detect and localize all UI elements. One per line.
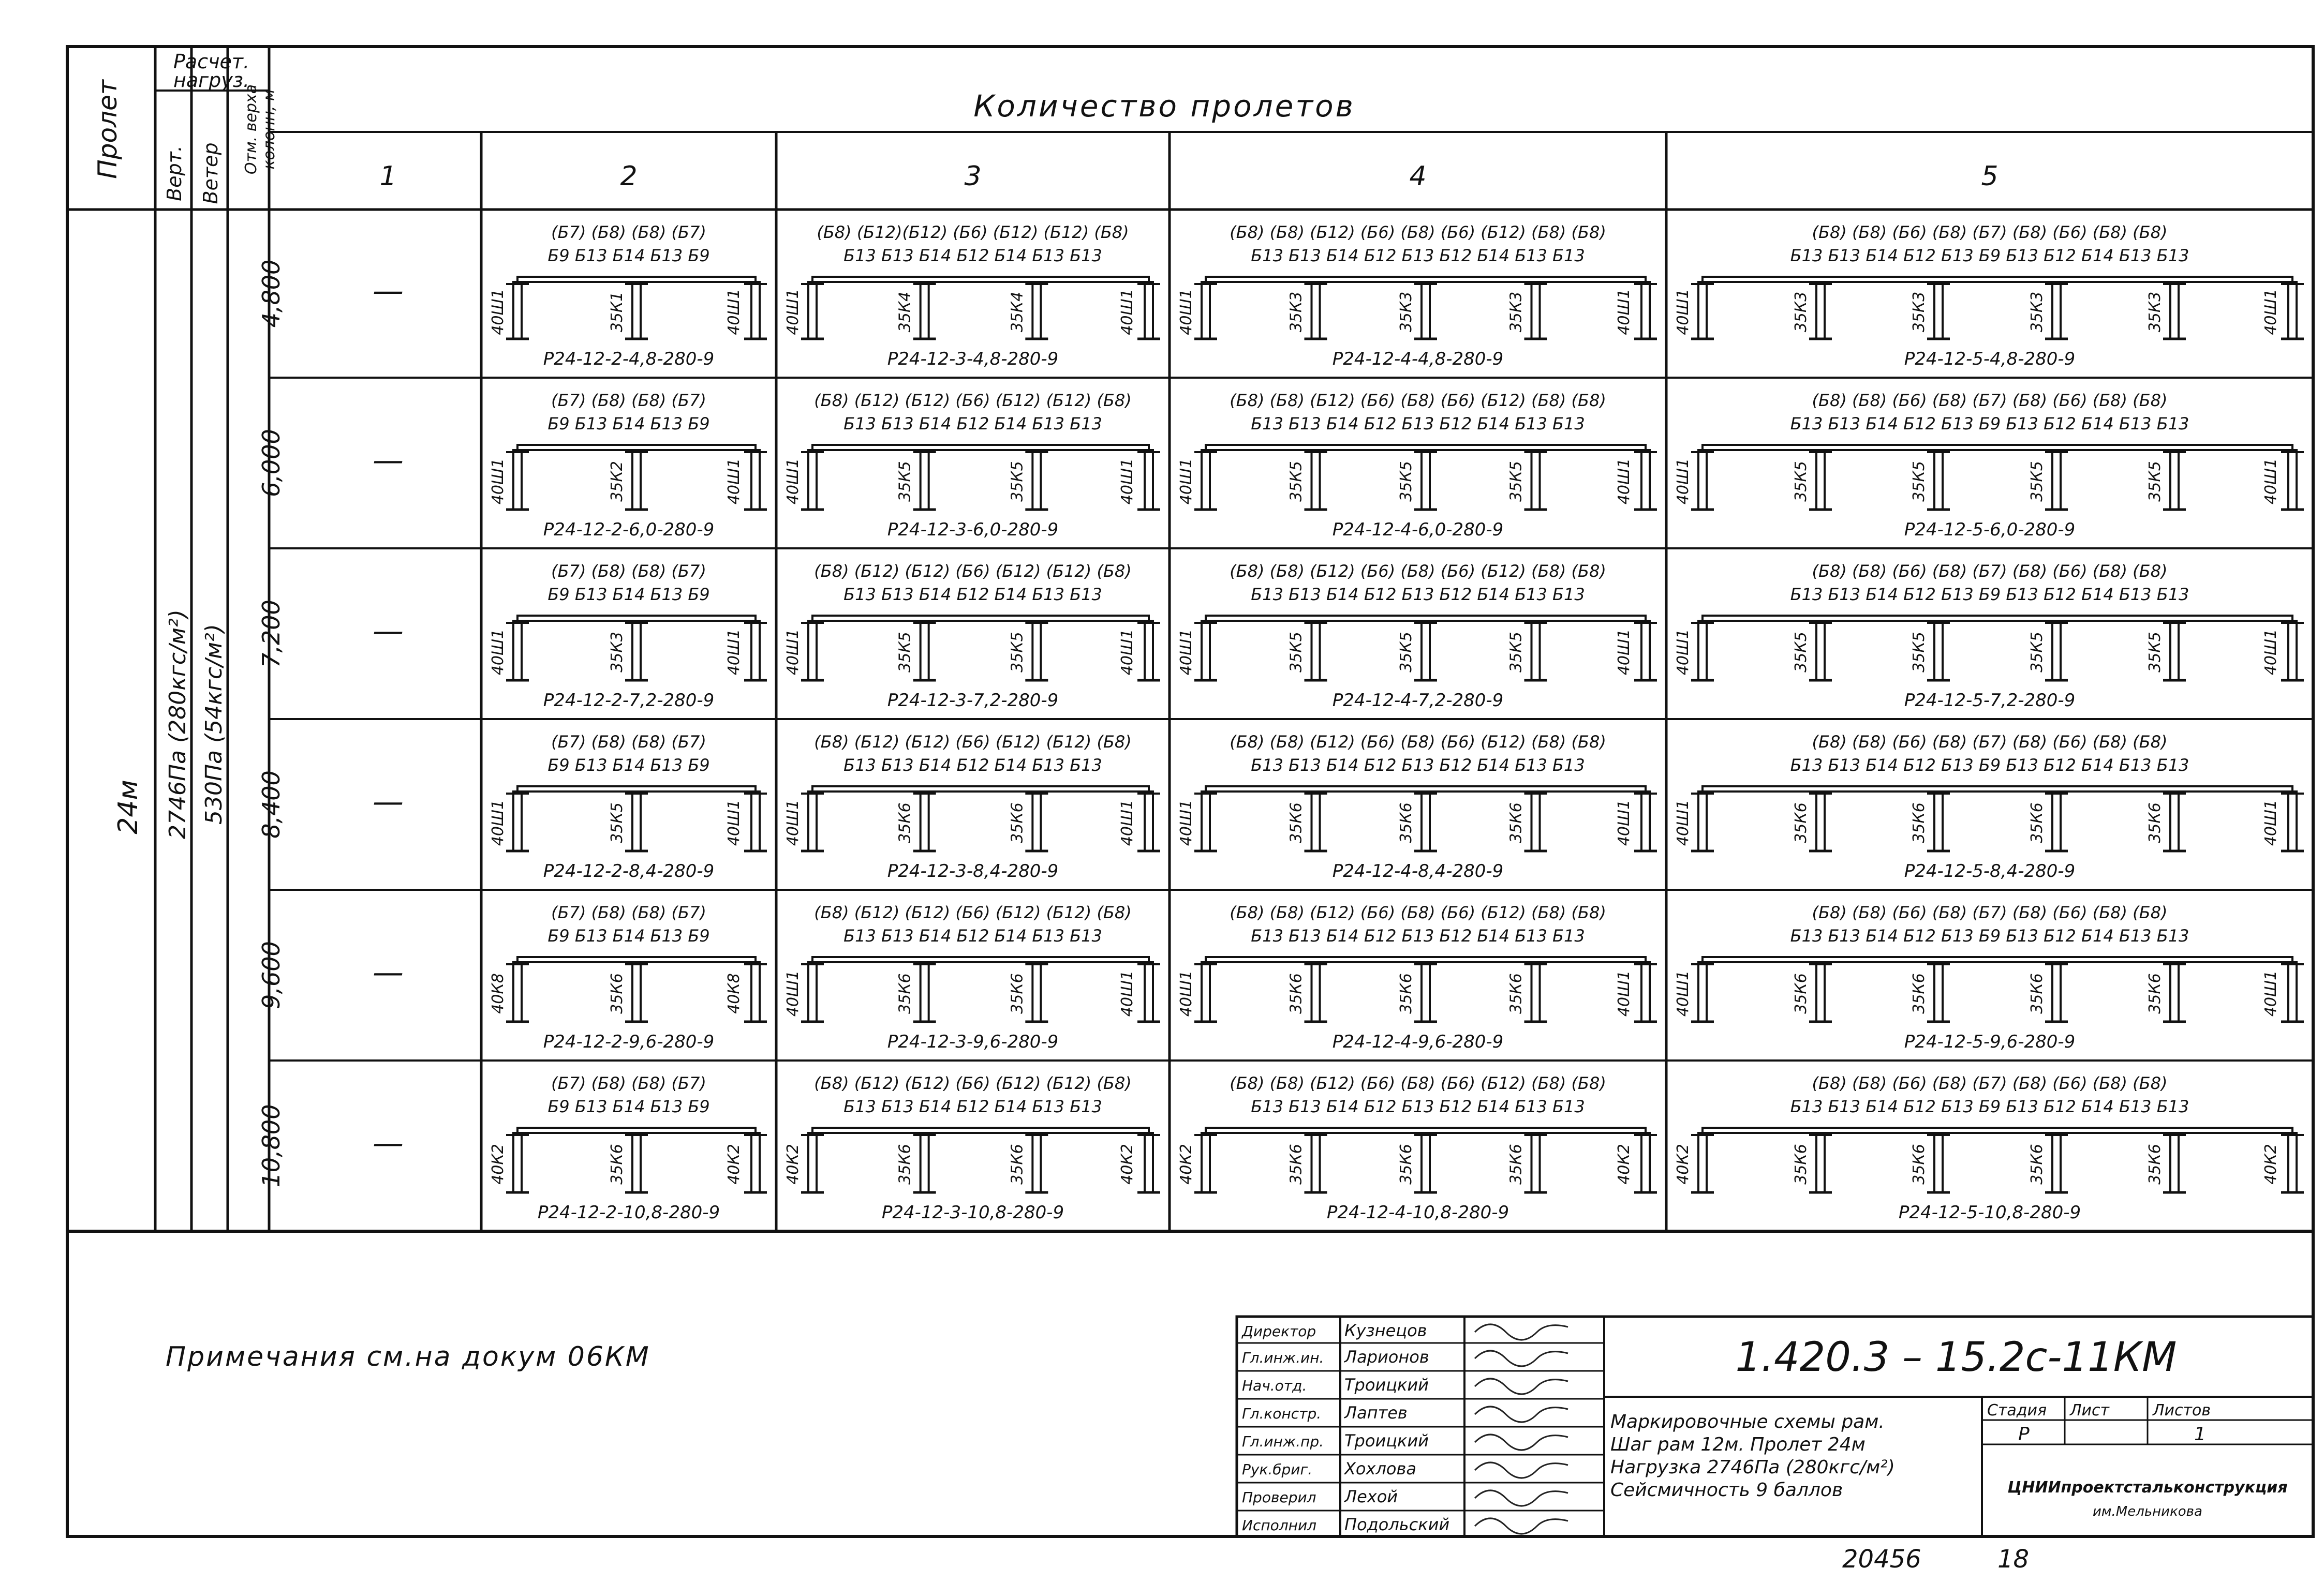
row-mark: 4,800 <box>257 259 285 328</box>
column-mark: 40Ш1 <box>1615 629 1633 676</box>
frame-scheme <box>1674 391 2304 540</box>
column-mark: 40Ш1 <box>784 458 802 505</box>
header-load-vert: Верт. <box>163 145 186 201</box>
column-mark: 35К5 <box>1397 632 1415 673</box>
frame-scheme <box>1177 732 1657 882</box>
frame-scheme <box>489 732 767 882</box>
column-mark: 35К6 <box>2146 1144 2164 1185</box>
frame-code: Р24-12-4-10,8-280-9 <box>1326 1202 1509 1223</box>
column-mark: 40Ш1 <box>784 799 802 846</box>
beam-tops: (Б8) (Б8) (Б12) (Б6) (Б8) (Б6) (Б12) (Б8) (Б8) <box>1230 1073 1606 1093</box>
column-mark: 35К6 <box>2028 973 2046 1014</box>
column-mark: 35К5 <box>1287 632 1306 673</box>
beam-marks: Б13 Б13 Б14 Б12 Б13 Б9 Б13 Б12 Б14 Б13 Б13 <box>1790 585 2189 604</box>
column-mark: 40К2 <box>1118 1144 1136 1185</box>
header-load-wind: Ветер <box>199 142 222 204</box>
column-mark: 35К6 <box>1287 802 1306 843</box>
column-mark: 40Ш1 <box>2262 458 2280 505</box>
beam-tops: (Б8) (Б8) (Б6) (Б8) (Б7) (Б8) (Б6) (Б8) (Б8) <box>1812 903 2168 922</box>
column-mark: 35К5 <box>2146 632 2164 673</box>
header-span: Пролет <box>93 80 123 179</box>
column-mark: 35К6 <box>2146 973 2164 1014</box>
signature-icon <box>1475 1324 1568 1340</box>
column-mark: 40Ш1 <box>725 458 743 505</box>
header-load-group-2: нагруз. <box>173 69 249 92</box>
beam-marks: Б13 Б13 Б14 Б12 Б14 Б13 Б13 <box>843 414 1102 434</box>
column-mark: 40Ш1 <box>1674 970 1692 1017</box>
column-mark: 35К5 <box>896 632 914 673</box>
beam-tops: (Б8) (Б12) (Б12) (Б6) (Б12) (Б12) (Б8) <box>814 561 1132 581</box>
column-mark: 35К3 <box>1910 291 1928 333</box>
column-mark: 35К5 <box>1008 461 1027 502</box>
beam-marks: Б13 Б13 Б14 Б12 Б14 Б13 Б13 <box>843 926 1102 946</box>
column-mark: 35К6 <box>608 1144 626 1185</box>
header-load-group-1: Расчет. <box>173 50 250 73</box>
frame-scheme <box>1177 561 1657 711</box>
column-mark: 35К3 <box>2146 291 2164 333</box>
frame-code: Р24-12-5-10,8-280-9 <box>1898 1202 2081 1223</box>
column-mark: 35К6 <box>1397 802 1415 843</box>
column-mark: 35К5 <box>1507 632 1526 673</box>
signature-icon <box>1475 1518 1568 1534</box>
frame-code: Р24-12-3-9,6-280-9 <box>887 1032 1059 1052</box>
archive-number: 20456 <box>1842 1545 1921 1574</box>
beam-tops: (Б8) (Б8) (Б6) (Б8) (Б7) (Б8) (Б6) (Б8) (Б8) <box>1812 561 2168 581</box>
beam-tops: (Б7) (Б8) (Б8) (Б7) <box>551 903 706 922</box>
signature-icon <box>1475 1379 1568 1394</box>
beam-marks: Б9 Б13 Б14 Б13 Б9 <box>547 1097 710 1116</box>
column-mark: 40Ш1 <box>1177 629 1195 676</box>
beam-marks: Б9 Б13 Б14 Б13 Б9 <box>547 246 710 265</box>
doc-code: 1.420.3 – 15.2с-11КМ <box>1735 1334 2177 1381</box>
column-mark: 35К6 <box>1910 1144 1928 1185</box>
frame-scheme <box>1674 732 2304 882</box>
column-mark: 35К5 <box>1507 461 1526 502</box>
frame-scheme <box>784 222 1160 369</box>
column-mark: 35К6 <box>1397 1144 1415 1185</box>
beam-marks: Б13 Б13 Б14 Б12 Б13 Б9 Б13 Б12 Б14 Б13 Б13 <box>1790 1097 2189 1116</box>
row-mark: 9,600 <box>257 941 285 1009</box>
column-mark: 40Ш1 <box>1118 970 1136 1017</box>
beam-marks: Б13 Б13 Б14 Б12 Б14 Б13 Б13 <box>843 1097 1102 1116</box>
column-mark: 35К3 <box>608 632 626 673</box>
row-span-value: 24м <box>113 780 144 834</box>
stamp-name: Троицкий <box>1344 1431 1429 1451</box>
title-line: Сейсмичность 9 баллов <box>1610 1480 1843 1501</box>
title-line: Маркировочные схемы рам. <box>1610 1411 1885 1432</box>
beam-marks: Б13 Б13 Б14 Б12 Б13 Б9 Б13 Б12 Б14 Б13 Б13 <box>1790 246 2189 265</box>
frame-scheme <box>1674 1073 2304 1223</box>
column-mark: 35К3 <box>1792 291 1810 333</box>
frame-code: Р24-12-2-8,4-280-9 <box>543 861 715 882</box>
column-mark: 35К6 <box>2146 802 2164 843</box>
beam-marks: Б13 Б13 Б14 Б12 Б13 Б9 Б13 Б12 Б14 Б13 Б13 <box>1790 926 2189 946</box>
beam-tops: (Б8) (Б8) (Б12) (Б6) (Б8) (Б6) (Б12) (Б8) (Б8) <box>1230 222 1606 242</box>
row-mark: 6,000 <box>257 429 285 497</box>
beam-tops: (Б8) (Б8) (Б12) (Б6) (Б8) (Б6) (Б12) (Б8) (Б8) <box>1230 903 1606 922</box>
beam-tops: (Б7) (Б8) (Б8) (Б7) <box>551 732 706 752</box>
row-vert-load: 2746Па (280кгс/м²) <box>165 609 191 839</box>
column-mark: 40Ш1 <box>489 289 507 335</box>
signature-icon <box>1475 1462 1568 1478</box>
frame-code: Р24-12-2-7,2-280-9 <box>543 690 715 711</box>
row-wind-load: 530Па (54кгс/м²) <box>201 624 227 825</box>
stamp-name: Лаптев <box>1344 1403 1408 1423</box>
frame-code: Р24-12-3-7,2-280-9 <box>887 690 1059 711</box>
one-span-dash: — <box>373 442 404 479</box>
beam-marks: Б13 Б13 Б14 Б12 Б13 Б12 Б14 Б13 Б13 <box>1251 755 1585 775</box>
spans-title: Количество пролетов <box>973 88 1355 124</box>
beam-tops: (Б7) (Б8) (Б8) (Б7) <box>551 1073 706 1093</box>
stamp-name: Лехой <box>1344 1487 1398 1506</box>
stamp-role: Рук.бриг. <box>1242 1461 1313 1478</box>
column-mark: 40Ш1 <box>1615 458 1633 505</box>
frame-code: Р24-12-2-10,8-280-9 <box>537 1202 720 1223</box>
frame-scheme <box>784 732 1160 882</box>
frame-code: Р24-12-3-10,8-280-9 <box>881 1202 1064 1223</box>
beam-marks: Б13 Б13 Б14 Б12 Б13 Б12 Б14 Б13 Б13 <box>1251 926 1585 946</box>
frame-scheme <box>1177 1073 1657 1223</box>
stamp-role: Исполнил <box>1242 1517 1317 1534</box>
column-mark: 40Ш1 <box>1674 799 1692 846</box>
frame-code: Р24-12-2-6,0-280-9 <box>543 519 715 540</box>
column-mark: 40К2 <box>725 1144 743 1185</box>
frame-code: Р24-12-2-9,6-280-9 <box>543 1032 715 1052</box>
column-mark: 40Ш1 <box>725 289 743 335</box>
stage-label: Стадия <box>1987 1401 2047 1420</box>
column-mark: 35К3 <box>2028 291 2046 333</box>
sheet-label: Лист <box>2070 1401 2110 1420</box>
column-mark: 40Ш1 <box>2262 629 2280 676</box>
column-mark: 35К6 <box>1792 973 1810 1014</box>
title-line: Шаг рам 12м. Пролет 24м <box>1610 1434 1866 1455</box>
beam-marks: Б13 Б13 Б14 Б12 Б13 Б9 Б13 Б12 Б14 Б13 Б13 <box>1790 755 2189 775</box>
column-mark: 35К5 <box>1792 632 1810 673</box>
signature-icon <box>1475 1407 1568 1422</box>
frame-scheme <box>1674 561 2304 711</box>
frame-scheme <box>489 561 767 711</box>
column-mark: 40Ш1 <box>1118 799 1136 846</box>
beam-marks: Б9 Б13 Б14 Б13 Б9 <box>547 414 710 434</box>
column-mark: 40Ш1 <box>1674 458 1692 505</box>
column-mark: 40К2 <box>784 1144 802 1185</box>
beam-tops: (Б7) (Б8) (Б8) (Б7) <box>551 222 706 242</box>
beam-tops: (Б7) (Б8) (Б8) (Б7) <box>551 391 706 410</box>
column-mark: 40Ш1 <box>489 629 507 676</box>
org-sub: им.Мельникова <box>2093 1504 2202 1519</box>
column-mark: 40Ш1 <box>2262 799 2280 846</box>
frame-code: Р24-12-5-6,0-280-9 <box>1904 519 2076 540</box>
column-mark: 35К6 <box>1287 1144 1306 1185</box>
column-mark: 40Ш1 <box>1615 970 1633 1017</box>
span-count-5: 5 <box>1981 161 1999 192</box>
row-mark: 10,800 <box>257 1104 285 1188</box>
frame-code: Р24-12-3-6,0-280-9 <box>887 519 1059 540</box>
one-span-dash: — <box>373 954 404 991</box>
frame-scheme <box>489 391 767 540</box>
column-mark: 35К6 <box>896 973 914 1014</box>
column-mark: 40Ш1 <box>1177 970 1195 1017</box>
frame-code: Р24-12-2-4,8-280-9 <box>543 349 715 369</box>
column-mark: 35К6 <box>1287 973 1306 1014</box>
frame-code: Р24-12-4-9,6-280-9 <box>1332 1032 1504 1052</box>
stamp-role: Директор <box>1242 1323 1316 1340</box>
column-mark: 35К5 <box>1287 461 1306 502</box>
sheets-value: 1 <box>2194 1424 2206 1445</box>
stamp-name: Подольский <box>1344 1515 1450 1534</box>
signature-icon <box>1475 1351 1568 1366</box>
column-mark: 35К1 <box>608 291 626 333</box>
span-count-3: 3 <box>964 161 982 192</box>
column-mark: 35К6 <box>1397 973 1415 1014</box>
column-mark: 35К5 <box>1008 632 1027 673</box>
beam-tops: (Б8) (Б12) (Б12) (Б6) (Б12) (Б12) (Б8) <box>814 903 1132 922</box>
column-mark: 40Ш1 <box>2262 970 2280 1017</box>
column-mark: 40Ш1 <box>1674 629 1692 676</box>
column-mark: 40К8 <box>489 973 507 1014</box>
one-span-dash: — <box>373 784 404 820</box>
frame-code: Р24-12-5-9,6-280-9 <box>1904 1032 2076 1052</box>
beam-tops: (Б8) (Б8) (Б6) (Б8) (Б7) (Б8) (Б6) (Б8) (Б8) <box>1812 732 2168 752</box>
beam-tops: (Б8) (Б8) (Б12) (Б6) (Б8) (Б6) (Б12) (Б8) (Б8) <box>1230 391 1606 410</box>
column-mark: 35К6 <box>1008 802 1027 843</box>
column-mark: 35К5 <box>2028 461 2046 502</box>
span-count-4: 4 <box>1409 161 1427 192</box>
column-mark: 35К3 <box>1397 291 1415 333</box>
column-mark: 35К6 <box>1792 1144 1810 1185</box>
beam-marks: Б13 Б13 Б14 Б12 Б14 Б13 Б13 <box>843 246 1102 265</box>
frame-code: Р24-12-4-8,4-280-9 <box>1332 861 1504 882</box>
archive-page: 18 <box>1997 1545 2030 1574</box>
beam-marks: Б13 Б13 Б14 Б12 Б13 Б9 Б13 Б12 Б14 Б13 Б13 <box>1790 414 2189 434</box>
header-mark-1: Отм. верха <box>242 84 260 175</box>
beam-marks: Б13 Б13 Б14 Б12 Б14 Б13 Б13 <box>843 585 1102 604</box>
frame-code: Р24-12-5-8,4-280-9 <box>1904 861 2076 882</box>
stamp-role: Гл.инж.ин. <box>1242 1349 1324 1366</box>
column-mark: 40Ш1 <box>784 629 802 676</box>
column-mark: 35К5 <box>1397 461 1415 502</box>
one-span-dash: — <box>373 1125 404 1161</box>
column-mark: 35К5 <box>1910 632 1928 673</box>
span-count-2: 2 <box>620 161 638 192</box>
beam-marks: Б13 Б13 Б14 Б12 Б13 Б12 Б14 Б13 Б13 <box>1251 246 1585 265</box>
column-mark: 35К3 <box>1287 291 1306 333</box>
column-mark: 35К6 <box>1008 1144 1027 1185</box>
frame-code: Р24-12-4-4,8-280-9 <box>1332 349 1504 369</box>
column-mark: 35К6 <box>1507 802 1526 843</box>
column-mark: 40Ш1 <box>1615 289 1633 335</box>
column-mark: 35К6 <box>1910 973 1928 1014</box>
stamp-name: Кузнецов <box>1344 1321 1427 1340</box>
beam-marks: Б9 Б13 Б14 Б13 Б9 <box>547 755 710 775</box>
frame-scheme <box>784 903 1160 1052</box>
column-mark: 35К6 <box>1507 1144 1526 1185</box>
column-mark: 35К6 <box>1507 973 1526 1014</box>
column-mark: 35К2 <box>608 461 626 502</box>
stamp-name: Троицкий <box>1344 1375 1429 1395</box>
column-mark: 40К2 <box>1615 1144 1633 1185</box>
stamp-role: Гл.инж.пр. <box>1242 1433 1324 1450</box>
column-mark: 35К6 <box>896 1144 914 1185</box>
column-mark: 35К5 <box>2028 632 2046 673</box>
beam-marks: Б9 Б13 Б14 Б13 Б9 <box>547 926 710 946</box>
beam-tops: (Б8) (Б12) (Б12) (Б6) (Б12) (Б12) (Б8) <box>814 391 1132 410</box>
frame-code: Р24-12-3-8,4-280-9 <box>887 861 1059 882</box>
header-mark-2: колонн, м <box>260 89 278 170</box>
column-mark: 35К5 <box>2146 461 2164 502</box>
column-mark: 40Ш1 <box>725 629 743 676</box>
row-mark: 7,200 <box>257 600 285 668</box>
frame-scheme <box>784 391 1160 540</box>
frame-code: Р24-12-4-7,2-280-9 <box>1332 690 1504 711</box>
stamp-role: Проверил <box>1242 1489 1316 1506</box>
beam-tops: (Б8) (Б12) (Б12) (Б6) (Б12) (Б12) (Б8) <box>814 732 1132 752</box>
beam-tops: (Б7) (Б8) (Б8) (Б7) <box>551 561 706 581</box>
beam-tops: (Б8) (Б12) (Б12) (Б6) (Б12) (Б12) (Б8) <box>814 1073 1132 1093</box>
frame-scheme <box>1177 391 1657 540</box>
column-mark: 40Ш1 <box>784 970 802 1017</box>
column-mark: 40Ш1 <box>1615 799 1633 846</box>
beam-marks: Б13 Б13 Б14 Б12 Б13 Б12 Б14 Б13 Б13 <box>1251 585 1585 604</box>
column-mark: 35К6 <box>2028 1144 2046 1185</box>
span-count-1: 1 <box>379 161 397 192</box>
notes: Примечания см.на докум 06КМ <box>166 1341 650 1372</box>
column-mark: 40К2 <box>1674 1144 1692 1185</box>
signature-icon <box>1475 1435 1568 1450</box>
column-mark: 35К6 <box>1008 973 1027 1014</box>
stamp-role: Нач.отд. <box>1242 1377 1307 1394</box>
frame-code: Р24-12-3-4,8-280-9 <box>887 349 1059 369</box>
column-mark: 40Ш1 <box>1118 458 1136 505</box>
sheets-label: Листов <box>2153 1401 2211 1420</box>
signature-icon <box>1475 1490 1568 1506</box>
column-mark: 40Ш1 <box>1118 289 1136 335</box>
row-mark: 8,400 <box>257 770 285 839</box>
frame-code: Р24-12-5-4,8-280-9 <box>1904 349 2076 369</box>
column-mark: 35К6 <box>2028 802 2046 843</box>
org-name: ЦНИИпроектстальконструкция <box>2007 1479 2288 1497</box>
column-mark: 40Ш1 <box>1177 289 1195 335</box>
column-mark: 40К2 <box>489 1144 507 1185</box>
frame-scheme <box>1674 903 2304 1052</box>
column-mark: 40К8 <box>725 973 743 1014</box>
frame-scheme <box>1674 222 2304 369</box>
beam-tops: (Б8) (Б8) (Б6) (Б8) (Б7) (Б8) (Б6) (Б8) (Б8) <box>1812 1073 2168 1093</box>
frame-scheme <box>1177 903 1657 1052</box>
column-mark: 40Ш1 <box>1177 799 1195 846</box>
column-mark: 35К5 <box>896 461 914 502</box>
frame-code: Р24-12-5-7,2-280-9 <box>1904 690 2076 711</box>
column-mark: 35К5 <box>608 802 626 843</box>
frame-scheme <box>489 1073 767 1223</box>
column-mark: 40Ш1 <box>1118 629 1136 676</box>
stamp-name: Хохлова <box>1344 1459 1416 1479</box>
frame-scheme <box>489 903 767 1052</box>
column-mark: 35К3 <box>1507 291 1526 333</box>
column-mark: 40Ш1 <box>1177 458 1195 505</box>
column-mark: 35К6 <box>1792 802 1810 843</box>
one-span-dash: — <box>373 613 404 649</box>
column-mark: 40К2 <box>2262 1144 2280 1185</box>
column-mark: 40Ш1 <box>784 289 802 335</box>
column-mark: 35К6 <box>608 973 626 1014</box>
stamp-role: Гл.констр. <box>1242 1405 1322 1422</box>
stamp-name: Ларионов <box>1344 1347 1429 1367</box>
beam-tops: (Б8) (Б12)(Б12) (Б6) (Б12) (Б12) (Б8) <box>817 222 1129 242</box>
column-mark: 35К5 <box>1792 461 1810 502</box>
column-mark: 35К4 <box>1008 291 1027 333</box>
beam-marks: Б13 Б13 Б14 Б12 Б14 Б13 Б13 <box>843 755 1102 775</box>
frame-scheme <box>784 1073 1160 1223</box>
column-mark: 40Ш1 <box>489 799 507 846</box>
beam-tops: (Б8) (Б8) (Б6) (Б8) (Б7) (Б8) (Б6) (Б8) (Б8) <box>1812 391 2168 410</box>
beam-tops: (Б8) (Б8) (Б12) (Б6) (Б8) (Б6) (Б12) (Б8) (Б8) <box>1230 561 1606 581</box>
column-mark: 35К4 <box>896 291 914 333</box>
column-mark: 40Ш1 <box>2262 289 2280 335</box>
stage-value: Р <box>2018 1424 2030 1445</box>
beam-tops: (Б8) (Б8) (Б12) (Б6) (Б8) (Б6) (Б12) (Б8) (Б8) <box>1230 732 1606 752</box>
beam-marks: Б9 Б13 Б14 Б13 Б9 <box>547 585 710 604</box>
column-mark: 35К5 <box>1910 461 1928 502</box>
beam-tops: (Б8) (Б8) (Б6) (Б8) (Б7) (Б8) (Б6) (Б8) (Б8) <box>1812 222 2168 242</box>
frame-scheme <box>784 561 1160 711</box>
column-mark: 40Ш1 <box>489 458 507 505</box>
one-span-dash: — <box>373 273 404 309</box>
beam-marks: Б13 Б13 Б14 Б12 Б13 Б12 Б14 Б13 Б13 <box>1251 414 1585 434</box>
column-mark: 40Ш1 <box>725 799 743 846</box>
column-mark: 35К6 <box>896 802 914 843</box>
frame-code: Р24-12-4-6,0-280-9 <box>1332 519 1504 540</box>
title-line: Нагрузка 2746Па (280кгс/м²) <box>1610 1457 1895 1478</box>
column-mark: 40Ш1 <box>1674 289 1692 335</box>
beam-marks: Б13 Б13 Б14 Б12 Б13 Б12 Б14 Б13 Б13 <box>1251 1097 1585 1116</box>
frame-scheme <box>489 222 767 369</box>
column-mark: 40К2 <box>1177 1144 1195 1185</box>
column-mark: 35К6 <box>1910 802 1928 843</box>
frame-scheme <box>1177 222 1657 369</box>
